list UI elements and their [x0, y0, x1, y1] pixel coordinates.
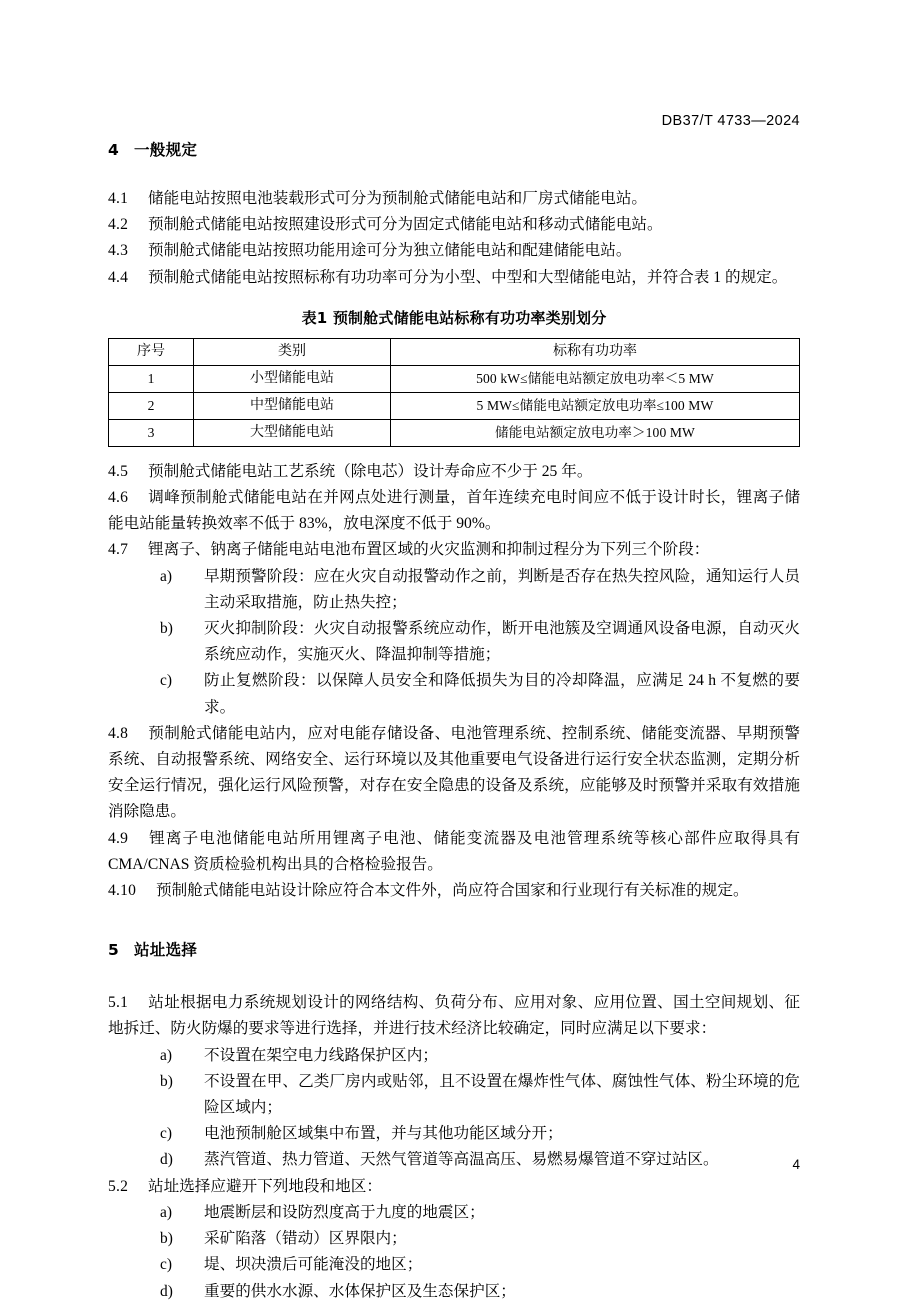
clause-4-10 — [108, 878, 800, 904]
section-title-5: 站址选择 — [134, 941, 198, 960]
clause-4-9 — [108, 826, 800, 878]
list-marker: d) — [160, 1151, 173, 1169]
list-item — [108, 1069, 800, 1121]
list-marker: a) — [160, 1046, 172, 1064]
page-content — [108, 0, 800, 1305]
clause-4-8 — [108, 721, 800, 826]
list-item-text: 蒸汽管道、热力管道、天然气管道等高温高压、易燃易爆管道不穿过站区。 — [204, 1151, 719, 1169]
clause-4-1 — [108, 186, 800, 212]
clause-text: 锂离子、钠离子储能电站电池布置区域的火灾监测和抑制过程分为下列三个阶段： — [148, 541, 710, 559]
list-item — [108, 616, 800, 668]
list-marker: b) — [160, 1072, 173, 1090]
clause-5-2 — [108, 1174, 800, 1200]
clause-number: 4.3 — [108, 242, 129, 260]
clause-4-2 — [108, 212, 800, 238]
list-item-text: 防止复燃阶段：以保障人员安全和降低损失为目的冷却降温，应满足 24 h 不复燃的要求。 — [204, 672, 800, 716]
table-row — [109, 392, 800, 419]
table-nominal-power-classes — [108, 338, 800, 447]
clause-text: 预制舱式储能电站按照建设形式可分为固定式储能电站和移动式储能电站。 — [148, 216, 663, 234]
section-number-5: 5 — [108, 941, 120, 960]
list-item — [108, 1200, 800, 1226]
list-item-text: 电池预制舱区域集中布置，并与其他功能区域分开； — [204, 1125, 563, 1143]
list-item — [108, 1226, 800, 1252]
cell-power: 5 MW≤储能电站额定放电功率≤100 MW — [391, 392, 800, 419]
cell-category: 中型储能电站 — [194, 392, 391, 419]
clause-text: 预制舱式储能电站按照功能用途可分为独立储能电站和配建储能电站。 — [148, 242, 632, 260]
cell-category: 大型储能电站 — [194, 419, 391, 446]
clause-number: 4.4 — [108, 268, 129, 286]
list-5-1-site-requirements — [108, 1043, 800, 1174]
clause-text: 预制舱式储能电站工艺系统（除电芯）设计寿命应不少于 25 年。 — [148, 462, 593, 480]
clause-number: 4.7 — [108, 541, 129, 559]
clause-number: 4.1 — [108, 190, 129, 207]
list-item-text: 采矿陷落（错动）区界限内； — [204, 1230, 407, 1248]
list-item — [108, 1252, 800, 1278]
list-marker: c) — [160, 1125, 172, 1143]
list-4-7-fire-stages — [108, 564, 800, 721]
cell-category: 小型储能电站 — [194, 365, 391, 392]
cell-power: 500 kW≤储能电站额定放电功率＜5 MW — [391, 365, 800, 392]
clause-4-5 — [108, 459, 800, 485]
clause-text: 锂离子电池储能电站所用锂离子电池、储能变流器及电池管理系统等核心部件应取得具有 CMA/CNAS 资质检验机构出具的合格检验报告。 — [108, 829, 800, 873]
clause-text: 储能电站按照电池装载形式可分为预制舱式储能电站和厂房式储能电站。 — [148, 190, 648, 207]
list-item-text: 堤、坝决溃后可能淹没的地区； — [204, 1256, 423, 1274]
list-marker: b) — [160, 620, 173, 638]
clause-number: 5.2 — [108, 1177, 129, 1195]
standard-code: DB37/T 4733—2024 — [661, 113, 800, 129]
list-item — [108, 564, 800, 616]
clause-number: 4.5 — [108, 462, 129, 480]
clause-text: 站址根据电力系统规划设计的网络结构、负荷分布、应用对象、应用位置、国土空间规划、征地拆迁、防火防爆的要求等进行选择，并进行技术经济比较确定，同时应满足以下要求： — [108, 994, 800, 1038]
list-marker: c) — [160, 672, 172, 690]
section-title-4: 一般规定 — [134, 141, 198, 159]
cell-index: 2 — [109, 392, 194, 419]
clause-4-3 — [108, 238, 800, 264]
clause-5-1 — [108, 990, 800, 1042]
clause-text: 调峰预制舱式储能电站在并网点处进行测量，首年连续充电时间应不低于设计时长，锂离子储能电站能量转换效率不低于 83%，放电深度不低于 90%。 — [108, 489, 800, 533]
clause-number: 4.6 — [108, 489, 129, 507]
clause-text: 预制舱式储能电站按照标称有功功率可分为小型、中型和大型储能电站，并符合表 1 的规定。 — [148, 268, 788, 286]
clause-4-4 — [108, 265, 800, 291]
table-caption: 表1 预制舱式储能电站标称有功功率类别划分 — [301, 308, 607, 327]
cell-index: 1 — [109, 365, 194, 392]
clause-text: 预制舱式储能电站设计除应符合本文件外，尚应符合国家和行业现行有关标准的规定。 — [156, 882, 749, 900]
clause-number: 4.10 — [108, 882, 137, 900]
clause-number: 5.1 — [108, 994, 129, 1012]
list-item-text: 重要的供水水源、水体保护区及生态保护区； — [204, 1282, 516, 1300]
column-header-power: 标称有功功率 — [391, 338, 800, 365]
list-item-text: 不设置在甲、乙类厂房内或贴邻，且不设置在爆炸性气体、腐蚀性气体、粉尘环境的危险区域内； — [204, 1072, 800, 1117]
cell-index: 3 — [109, 419, 194, 446]
clause-text: 预制舱式储能电站内，应对电能存储设备、电池管理系统、控制系统、储能变流器、早期预警系统、自动报警系统、网络安全、运行环境以及其他重要电气设备进行运行安全状态监测，定期分析安全运行情况，强化运行风险预警，对存在安全隐患的设备及系统，应能够及时预警并采取有效措施消除隐患。 — [108, 724, 800, 821]
list-item — [108, 668, 800, 720]
list-marker: c) — [160, 1256, 172, 1274]
page-number: 4 — [792, 1157, 800, 1172]
clause-4-6 — [108, 485, 800, 537]
clause-number: 4.9 — [108, 829, 129, 847]
section-heading-4 — [108, 138, 800, 160]
list-item — [108, 1279, 800, 1305]
column-header-index: 序号 — [109, 338, 194, 365]
section-heading-5 — [108, 938, 800, 960]
list-item — [108, 1043, 800, 1069]
cell-power: 储能电站额定放电功率＞100 MW — [391, 419, 800, 446]
list-item-text: 早期预警阶段：应在火灾自动报警动作之前，判断是否存在热失控风险，通知运行人员主动采取措施，防止热失控； — [204, 567, 800, 611]
list-item — [108, 1121, 800, 1147]
list-item-text: 不设置在架空电力线路保护区内； — [204, 1046, 438, 1064]
table-row — [109, 365, 800, 392]
list-marker: a) — [160, 1203, 172, 1221]
clause-number: 4.2 — [108, 216, 129, 234]
clause-number: 4.8 — [108, 724, 129, 742]
table-row — [109, 419, 800, 446]
list-marker: a) — [160, 567, 172, 585]
column-header-category: 类别 — [194, 338, 391, 365]
list-marker: b) — [160, 1230, 173, 1248]
list-marker: d) — [160, 1282, 173, 1300]
list-5-2-avoid-areas — [108, 1200, 800, 1305]
clause-text: 站址选择应避开下列地段和地区： — [148, 1177, 382, 1195]
list-item-text: 灭火抑制阶段：火灾自动报警系统应动作，断开电池簇及空调通风设备电源，自动灭火系统应动作，实施灭火、降温抑制等措施； — [204, 620, 800, 664]
section-number-4: 4 — [108, 141, 120, 159]
clause-4-7 — [108, 537, 800, 563]
table-header-row — [109, 338, 800, 365]
list-item-text: 地震断层和设防烈度高于九度的地震区； — [204, 1203, 485, 1221]
